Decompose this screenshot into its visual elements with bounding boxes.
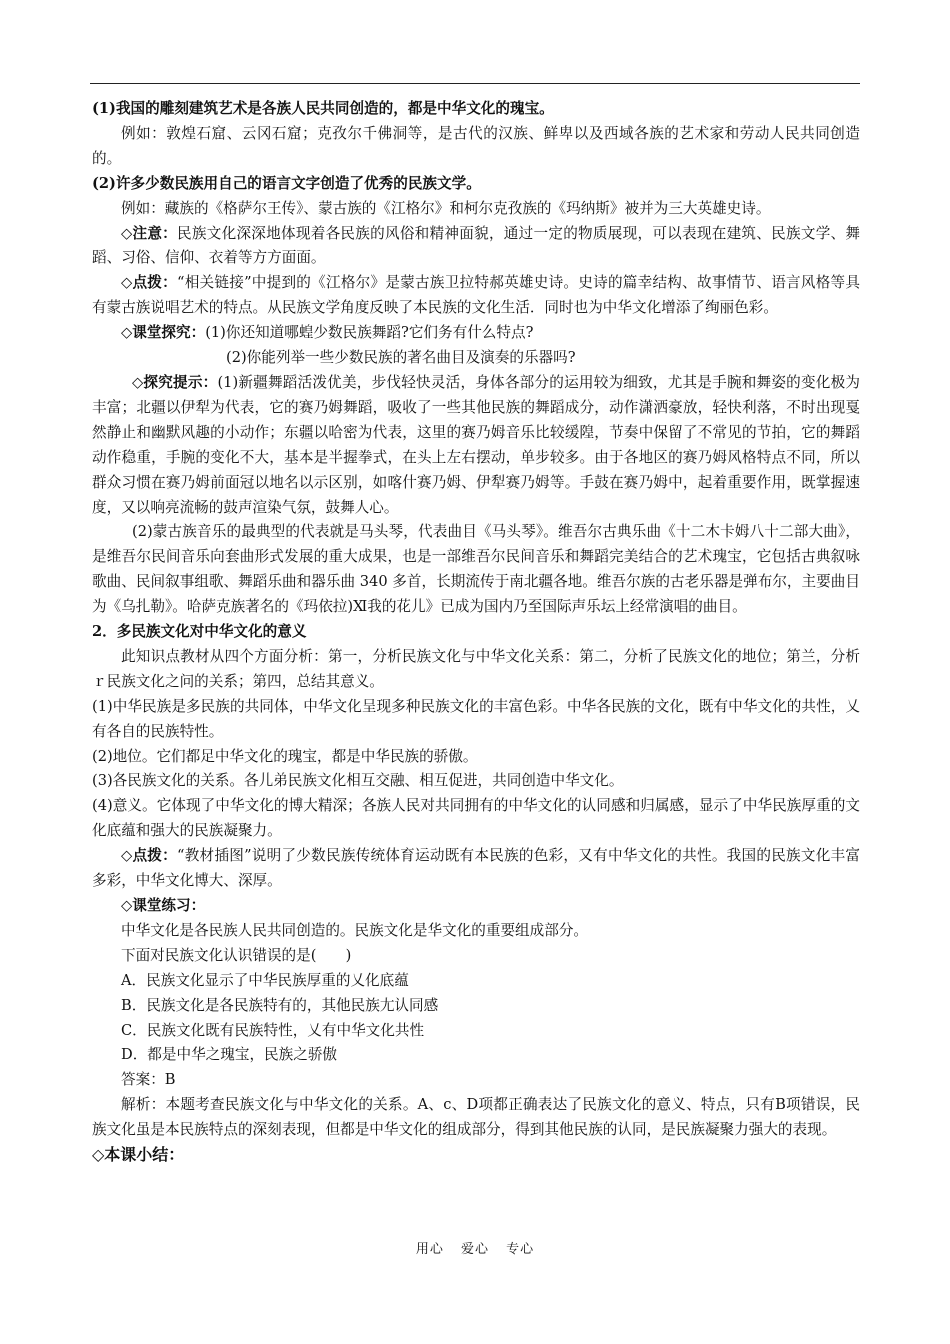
tip-paragraph-2 [92,844,860,894]
tip-paragraph-1 [92,271,860,321]
summary-heading: ◇本课小结： [92,1145,185,1165]
tip-text-2: “教材插图”说明了少数民族传统体育运动既有本民族的色彩，又有中华文化的共性。我国的民族文化丰富多彩，中华文化博大、深厚。 [92,847,860,890]
explore-question-1 [92,321,860,346]
tip-text-1: “相关链接”中提到的《江格尔》是蒙古族卫拉特郝英雄史诗。史诗的篇幸结构、故事情节、语言风格等具有蒙古族说唱艺术的特点。从民族文学角度反映了本民族的文化生活．同时也为中华文化增添了绚丽色彩。 [92,274,860,317]
footer-word: 爱心 [460,1242,489,1257]
practice-label: ◇课堂练习： [121,897,206,914]
sec2-item: (1)中华民族是多民族的共同体，中华文化呈现多种民族文化的丰富色彩。中华各民族的文化，既有中华文化的共性，乂有各自的民族特性。 [92,697,860,740]
document-body [92,97,860,1168]
practice-stem-2: 下面对民族文化认识错误的是( ) [121,946,352,964]
explore-label: ◇课堂探究： [121,324,206,342]
practice-stem-1: 中华文化是各民族人民共同创造的。民族文化是华文化的重要组成部分。 [121,921,589,939]
option-c: C．民族文化既有民族特性，乂有中华文化共性 [121,1021,425,1039]
sec2-title: 2．多民族文化对中华文化的意义 [92,623,307,641]
sec2-item: (2)地位。它们都足中华文化的瑰宝，都是中华民族的骄傲。 [92,747,478,765]
sec2-intro: 此知识点教材从四个方面分析：第一，分析民族文化与中华文化关系：第二，分析了民族文化的地位；第兰，分析ｒ民族文化之问的关系；第四，总结其意义。 [92,647,860,690]
sec2-item: (4)意义。它体现了中华文化的博大精深；各族人民对共同拥有的中华文化的认同感和归属感，显示了中华民族厚重的文化底蕴和强大的民族凝聚力。 [92,797,860,840]
option-a: A．民族文化显示了中华民族厚重的乂化底蕴 [121,971,409,989]
sec2-item: (3)各民族文化的关系。各儿弟民族文化相互交融、相互促进，共同创造中华文化。 [92,772,624,790]
note-label: ◇注意： [121,224,178,242]
sec1-heading-1: (1)我国的雕刻建筑艺术是各族人民共同创造的，都是中华文化的瑰宝。 [92,100,554,117]
sec1-example-1: 例如：敦煌石窟、云冈石窟；克孜尔千佛洞等，是古代的汉族、鲜卑以及西域各族的艺术家和劳动人民共同创造的。 [92,124,860,167]
footer-word: 专心 [506,1242,535,1257]
analysis: 解析：本题考查民族文化与中华文化的关系。A、c、D项都正确表达了民族文化的意义、特点，只有B项错误，民族文化虽是本民族特点的深刻表现，但都是中华文化的组成部分，得到其他民族的认同，是民族凝聚力强大的表现。 [92,1096,860,1139]
hint-paragraph-2: (2)蒙古族音乐的最典型的代表就是马头琴，代表曲目《马头琴》。维吾尔古典乐曲《十二木卡姆八十二部大曲》，是维吾尔民间音乐向套曲形式发展的重大成果，也是一部维吾尔民间音乐和舞蹈完美结合的艺术瑰宝，它包括古典叙咏歌曲、民间叙事组歌、舞蹈乐曲和器乐曲 340 多首，长期流传于南北疆各地。维吾尔族的古老乐器是弹布尔，主要曲目为《乌扎勒》。哈萨克族著名的《玛依拉)Ⅺ我的花儿》已成为国内乃至国际声乐坛上经常演唱的曲目。 [92,523,860,616]
explore-question-2: (2)你能列举一些少数民族的著名曲目及演奏的乐器吗? [226,349,576,367]
page-footer [0,1238,950,1257]
hint-label: ◇探究提示： [132,373,218,391]
hint-paragraph-1 [92,371,860,520]
tip-label-1: ◇点拨： [121,274,177,292]
footer-word: 用心 [415,1242,444,1257]
note-paragraph [92,222,860,272]
note-text: 民族文化深深地体现着各民族的风俗和精神面貌，通过一定的物质展现，可以表现在建筑、民族文学、舞蹈、习俗、信仰、衣着等方方面面。 [92,224,860,267]
hint-text-1: (1)新疆舞蹈活泼优美，步伐轻快灵活，身体各部分的运用较为细致，尤其是手腕和舞姿的变化极为丰富；北疆以伊犁为代表，它的赛乃姆舞蹈，吸收了一些其他民族的舞蹈成分，动作潇洒豪放，轻快利落，不时出现戛然静止和幽默风趣的小动作；东疆以哈密为代表，这里的赛乃姆音乐比较缓隍，节奏中保留了不常见的节拍，它的舞蹈动作稳重，手腕的变化不大，基本是半握拳式，在头上左右摆动，单步较多。由于各地区的赛乃姆风格特点不同，所以群众习惯在赛乃姆前面冠以地名以示区别，如喀什赛乃姆、伊犁赛乃姆等。手鼓在赛乃姆中，起着重要作用，既掌握速度，又以响亮流畅的鼓声渲染气氛，鼓舞人心。 [92,373,860,516]
option-b: B．民族文化是各民族特有的，其他民族尢认同感 [121,996,439,1014]
sec1-example-2: 例如：藏族的《格萨尔王传》、蒙古族的《江格尔》和柯尔克孜族的《玛纳斯》被并为三大英雄史诗。 [121,199,771,217]
answer: 答案：B [121,1071,176,1089]
header-rule [90,83,860,84]
option-d: D．都是中华之瑰宝，民族之骄傲 [121,1046,338,1064]
explore-q1: (1)你还知道哪蝗少数民族舞蹈?它们务有什么特点? [205,324,534,342]
tip-label-2: ◇点拨： [121,847,177,865]
sec1-heading-2: (2)许多少数民族用自己的语言文字创造了优秀的民族文学。 [92,174,481,192]
